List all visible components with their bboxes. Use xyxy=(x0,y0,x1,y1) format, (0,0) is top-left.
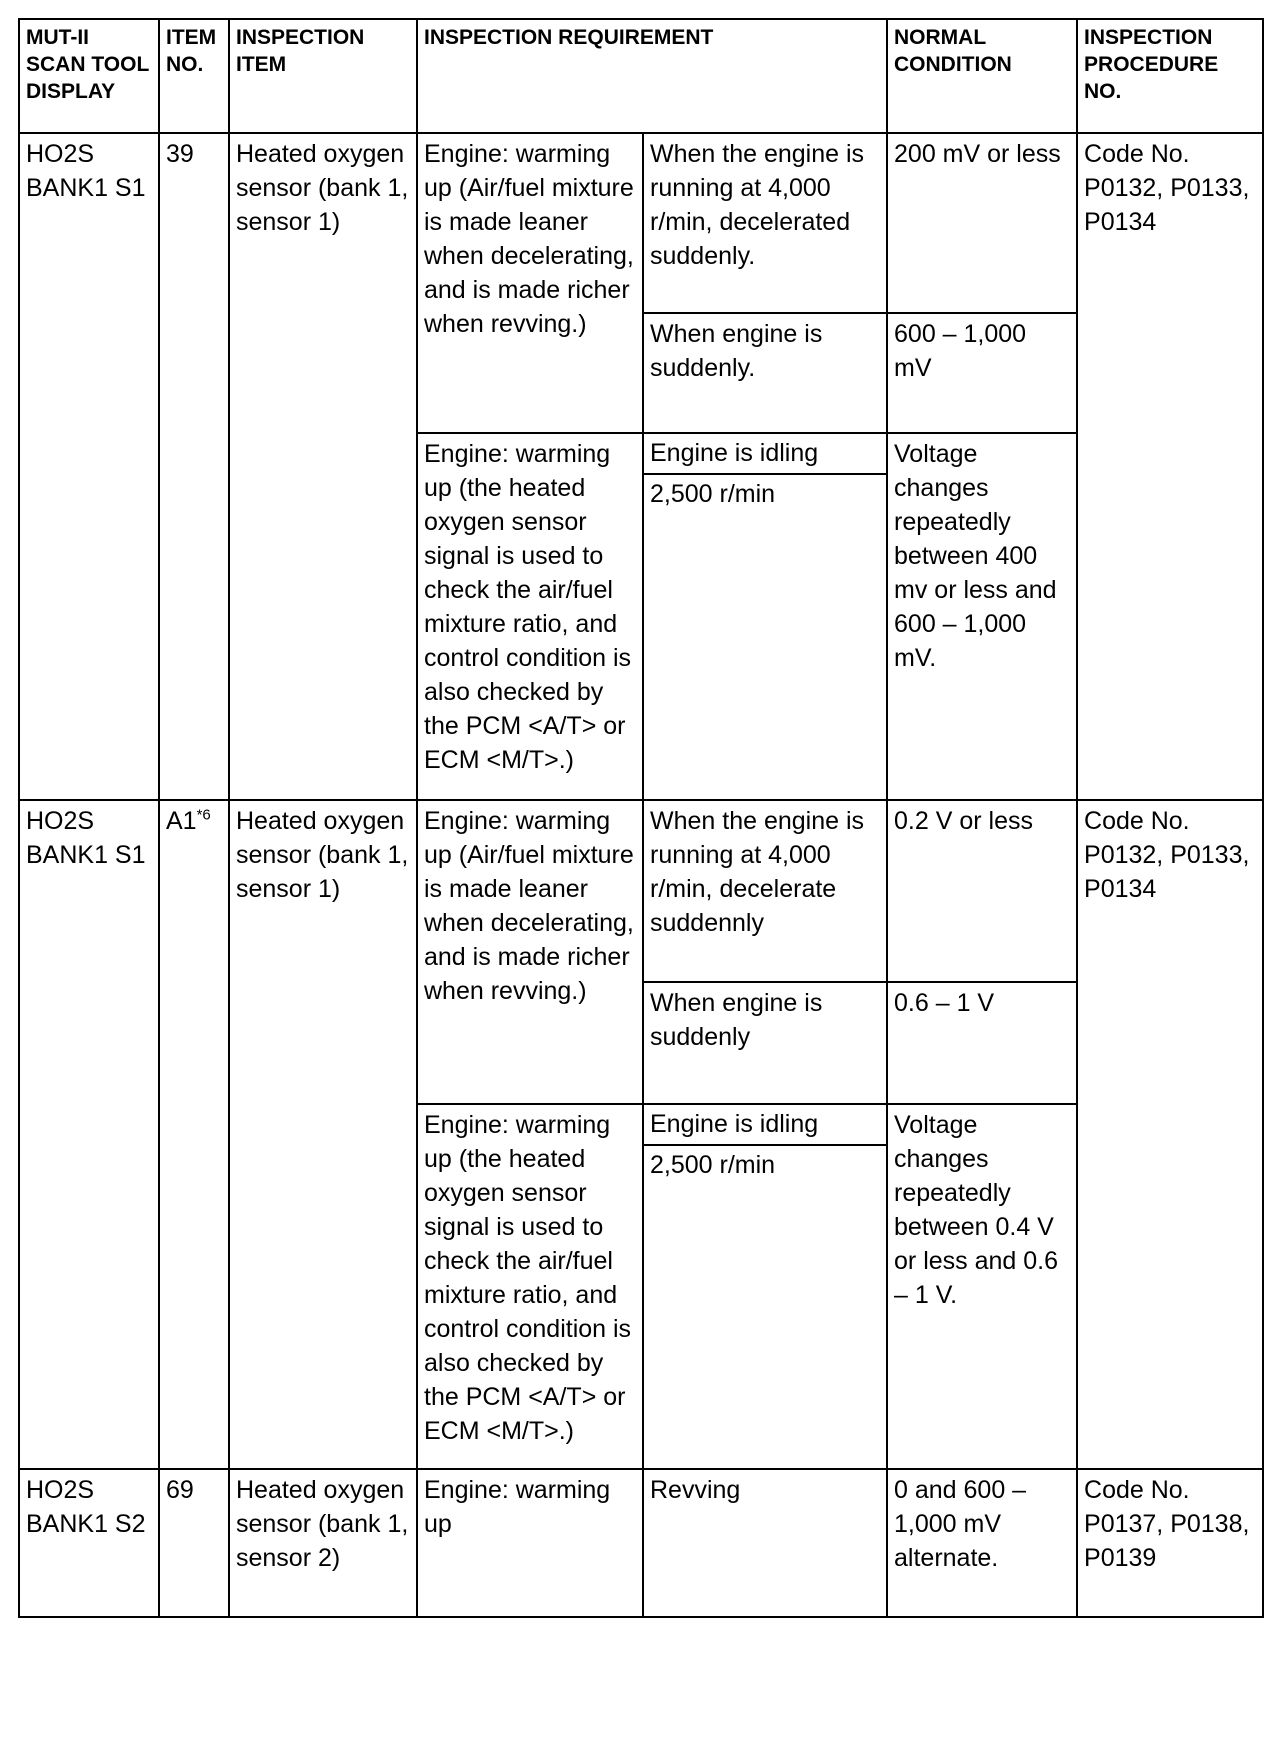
requirement-cell: When engine is suddenly. xyxy=(643,313,887,433)
item-cell: Heated oxygen sensor (bank 1, sensor 2) xyxy=(229,1469,417,1617)
requirement-cell: Revving xyxy=(643,1469,887,1617)
normal-cell: 0.6 – 1 V xyxy=(887,982,1077,1104)
header-requirement: INSPECTION REQUIREMENT xyxy=(417,19,887,133)
inspection-table xyxy=(18,18,1264,1618)
display-cell: HO2S BANK1 S2 xyxy=(19,1469,159,1617)
table-row xyxy=(19,1469,1263,1617)
header-item: INSPECTION ITEM xyxy=(229,19,417,133)
normal-cell: 200 mV or less xyxy=(887,133,1077,313)
normal-cell: Voltage changes repeatedly between 0.4 V or less and 0.6 – 1 V. xyxy=(887,1104,1077,1469)
requirement-cell: 2,500 r/min xyxy=(643,1145,887,1469)
condition-cell: Engine: warming up (the heated oxygen sensor signal is used to check the air/fuel mixture ratio, and control condition is also checked by the PCM <A/T> or ECM <M/T>.) xyxy=(417,433,643,800)
item-no-cell: 69 xyxy=(159,1469,229,1617)
normal-cell: 0 and 600 – 1,000 mV alternate. xyxy=(887,1469,1077,1617)
procedure-cell: Code No. P0137, P0138, P0139 xyxy=(1077,1469,1263,1617)
condition-cell: Engine: warming up (Air/fuel mixture is made leaner when decelerating, and is made richer when revving.) xyxy=(417,800,643,1104)
table-row xyxy=(19,133,1263,313)
table-row xyxy=(19,800,1263,982)
requirement-cell: Engine is idling xyxy=(643,1104,887,1145)
header-normal: NORMAL CONDITION xyxy=(887,19,1077,133)
requirement-cell: When engine is suddenly xyxy=(643,982,887,1104)
requirement-cell: Engine is idling xyxy=(643,433,887,474)
header-row xyxy=(19,19,1263,133)
header-item-no: ITEM NO. xyxy=(159,19,229,133)
display-cell: HO2S BANK1 S1 xyxy=(19,133,159,800)
procedure-cell: Code No. P0132, P0133, P0134 xyxy=(1077,800,1263,1469)
requirement-cell: When the engine is running at 4,000 r/min, decelerated suddenly. xyxy=(643,133,887,313)
item-no-footnote: *6 xyxy=(196,806,211,824)
requirement-cell: 2,500 r/min xyxy=(643,474,887,800)
condition-cell: Engine: warming up (Air/fuel mixture is made leaner when decelerating, and is made richer when revving.) xyxy=(417,133,643,433)
header-display: MUT-II SCAN TOOL DISPLAY xyxy=(19,19,159,133)
page xyxy=(18,18,1264,1618)
header-procedure: INSPECTION PROCEDURE NO. xyxy=(1077,19,1263,133)
item-cell: Heated oxygen sensor (bank 1, sensor 1) xyxy=(229,133,417,800)
normal-cell: 0.2 V or less xyxy=(887,800,1077,982)
normal-cell: Voltage changes repeatedly between 400 mv or less and 600 – 1,000 mV. xyxy=(887,433,1077,800)
item-no-cell xyxy=(159,800,229,1469)
item-no-value: A1 xyxy=(166,807,197,835)
procedure-cell: Code No. P0132, P0133, P0134 xyxy=(1077,133,1263,800)
item-cell: Heated oxygen sensor (bank 1, sensor 1) xyxy=(229,800,417,1469)
requirement-cell: When the engine is running at 4,000 r/min, decelerate suddennly xyxy=(643,800,887,982)
condition-cell: Engine: warming up xyxy=(417,1469,643,1617)
normal-cell: 600 – 1,000 mV xyxy=(887,313,1077,433)
item-no-value: 39 xyxy=(166,140,194,168)
display-cell: HO2S BANK1 S1 xyxy=(19,800,159,1469)
condition-cell: Engine: warming up (the heated oxygen sensor signal is used to check the air/fuel mixture ratio, and control condition is also checked by the PCM <A/T> or ECM <M/T>.) xyxy=(417,1104,643,1469)
item-no-cell xyxy=(159,133,229,800)
